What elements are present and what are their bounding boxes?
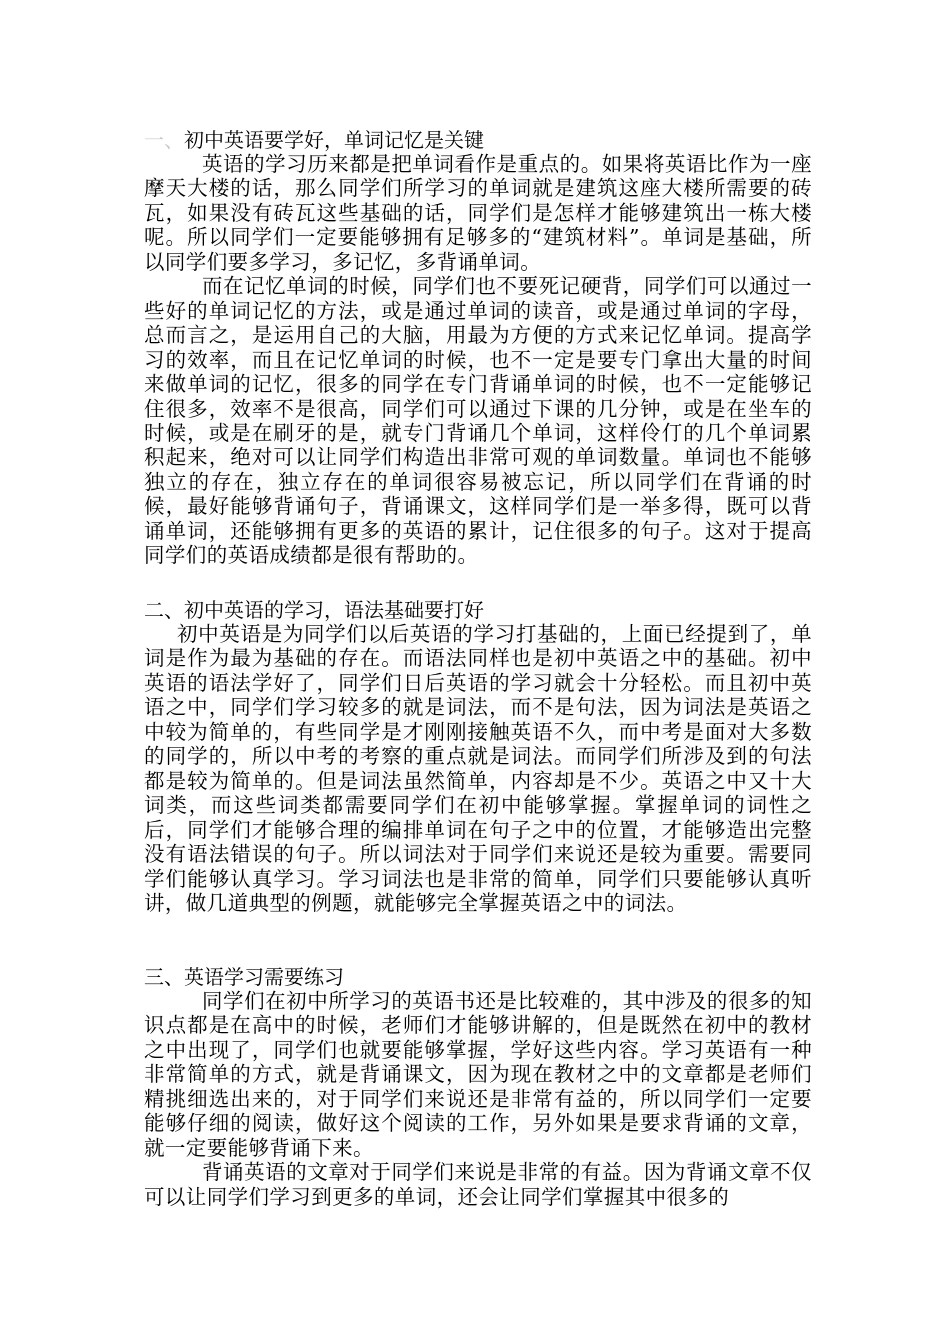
section-3	[144, 965, 812, 1209]
section-1	[144, 128, 812, 568]
section-1-heading: 一、初中英语要学好，单词记忆是关键	[144, 128, 484, 152]
section-2-paragraph-1: 初中英语是为同学们以后英语的学习打基础的，上面已经提到了，单词是作为最为基础的存在。而语法同样也是初中英语之中的基础。初中英语的语法学好了，同学们日后英语的学习就会十分轻松。而且初中英语之中，同学们学习较多的就是词法，而不是句法，因为词法是英语之中较为简单的，有些同学是才刚刚接触英语不久，而中考是面对大多数的同学的，所以中考的考察的重点就是词法。而同学们所涉及到的句法都是较为简单的。但是词法虽然简单，内容却是不少。英语之中又十大词类，而这些词类都需要同学们在初中能够掌握。掌握单词的词性之后，同学们才能够合理的编排单词在句子之中的位置，才能够造出完整没有语法错误的句子。所以词法对于同学们来说还是较为重要。需要同学们能够认真学习。学习词法也是非常的简单，同学们只要能够认真听讲，做几道典型的例题，就能够完全掌握英语之中的词法。	[144, 622, 812, 915]
section-3-paragraph-1: 同学们在初中所学习的英语书还是比较难的，其中涉及的很多的知识点都是在高中的时候，老师们才能够讲解的，但是既然在初中的教材之中出现了，同学们也就要能够掌握，学好这些内容。学习英语有一种非常简单的方式，就是背诵课文，因为现在教材之中的文章都是老师们精挑细选出来的，对于同学们来说还是非常有益的，所以同学们一定要能够仔细的阅读，做好这个阅读的工作，另外如果是要求背诵的文章，就一定要能够背诵下来。	[144, 989, 812, 1160]
section-1-heading-prefix: 一、	[144, 128, 184, 152]
section-1-paragraph-2: 而在记忆单词的时候，同学们也不要死记硬背，同学们可以通过一些好的单词记忆的方法，或是通过单词的读音，或是通过单词的字母，总而言之，是运用自己的大脑，用最为方便的方式来记忆单词。提高学习的效率，而且在记忆单词的时候，也不一定是要专门拿出大量的时间来做单词的记忆，很多的同学在专门背诵单词的时候，也不一定能够记住很多，效率不是很高，同学们可以通过下课的几分钟，或是在坐车的时候，或是在刷牙的是，就专门背诵几个单词，这样伶仃的几个单词累积起来，绝对可以让同学们构造出非常可观的单词数量。单词也不能够独立的存在，独立存在的单词很容易被忘记，所以同学们在背诵的时候，最好能够背诵句子，背诵课文，这样同学们是一举多得，既可以背诵单词，还能够拥有更多的英语的累计，记住很多的句子。这对于提高同学们的英语成绩都是很有帮助的。	[144, 274, 812, 568]
section-3-heading: 三、英语学习需要练习	[144, 965, 344, 989]
section-2-heading: 二、初中英语的学习，语法基础要打好	[144, 598, 484, 622]
section-2	[144, 598, 812, 915]
section-1-paragraph-1: 英语的学习历来都是把单词看作是重点的。如果将英语比作为一座摩天大楼的话，那么同学们所学习的单词就是建筑这座大楼所需要的砖瓦，如果没有砖瓦这些基础的话，同学们是怎样才能够建筑出一栋大楼呢。所以同学们一定要能够拥有足够多的“建筑材料”。单词是基础，所以同学们要多学习，多记忆，多背诵单词。	[144, 152, 812, 274]
section-3-paragraph-2: 背诵英语的文章对于同学们来说是非常的有益。因为背诵文章不仅可以让同学们学习到更多的单词，还会让同学们掌握其中很多的	[144, 1160, 812, 1209]
